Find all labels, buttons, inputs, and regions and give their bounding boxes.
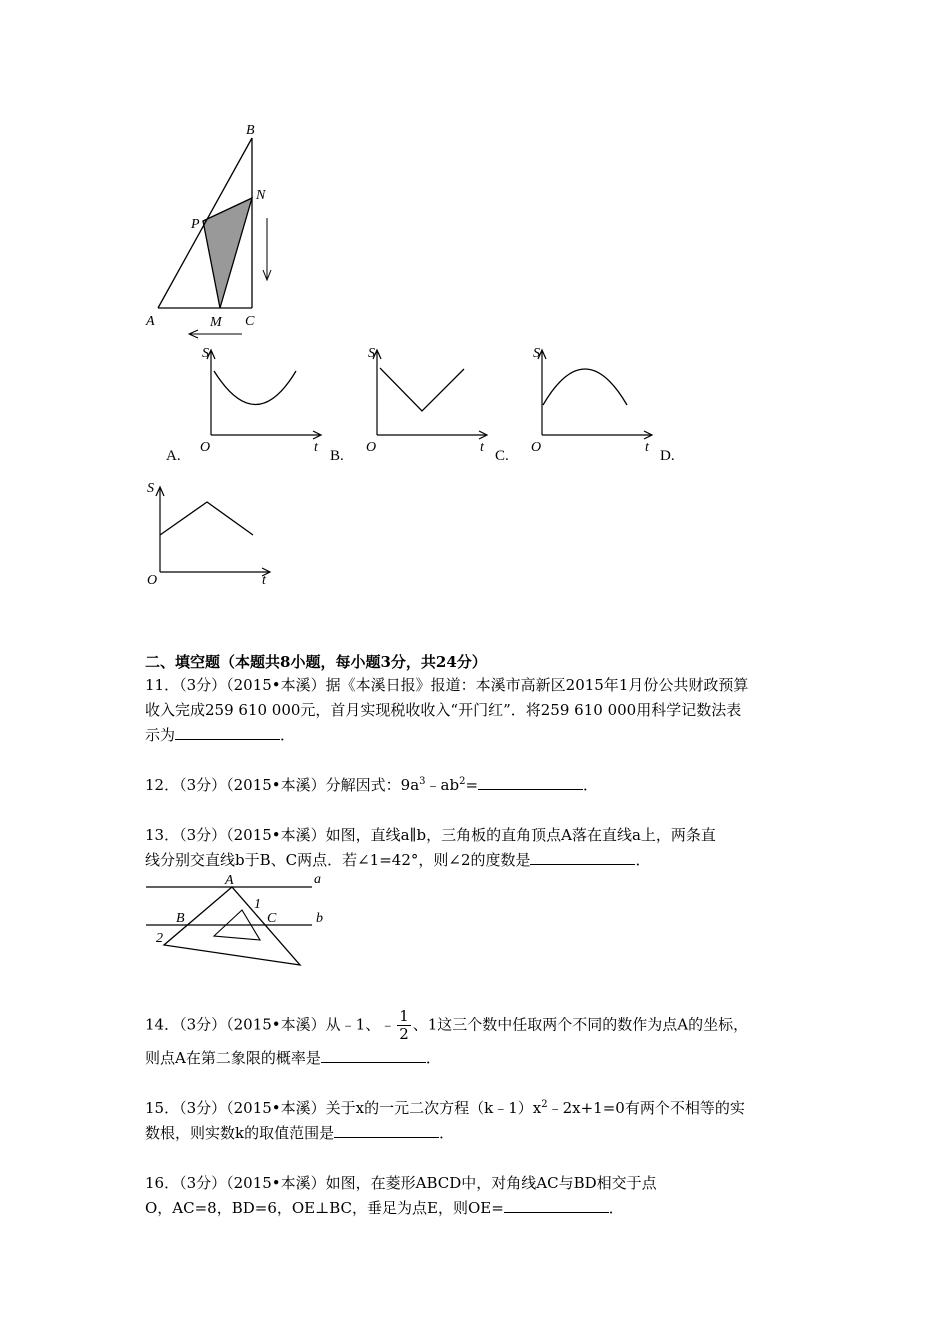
curve-a — [214, 371, 296, 405]
svg-text:t: t — [314, 440, 318, 455]
svg-text:1: 1 — [254, 897, 261, 912]
svg-text:t: t — [645, 440, 649, 455]
q16-line2: O，AC=8，BD=6，OE⊥BC，垂足为点E，则OE= ． — [145, 1199, 624, 1217]
option-b-label: B. — [330, 448, 344, 464]
option-d-label: D. — [660, 448, 675, 464]
svg-text:B: B — [176, 911, 185, 926]
svg-text:S: S — [202, 346, 209, 361]
q15-line2: 数根，则实数k的取值范围是 ． — [145, 1124, 455, 1142]
option-c-label: C. — [495, 448, 509, 464]
label-p: P — [191, 217, 200, 232]
label-b: B — [246, 123, 255, 138]
q12-answer-blank[interactable] — [478, 775, 583, 790]
q13-answer-blank[interactable] — [530, 850, 635, 865]
label-c: C — [245, 314, 255, 329]
svg-text:O: O — [366, 440, 377, 455]
q16-answer-blank[interactable] — [504, 1198, 609, 1213]
graph-option-a — [196, 343, 326, 455]
q13-line1: 13．（3分）（2015•本溪）如图，直线a∥b，三角板的直角顶点A落在直线a上，两条直 — [145, 826, 716, 844]
q15-line1: 15．（3分）（2015•本溪）关于x的一元二次方程$(k﹣1)x^2﹣2x+1=0$有两个不相等的实 — [145, 1099, 745, 1117]
graph-option-b — [362, 343, 492, 455]
svg-text:A: A — [225, 873, 234, 888]
q12-line: 12．（3分）（2015•本溪）分解因式：$9a^3﹣ab^2=$ ． — [145, 776, 599, 794]
svg-text:O: O — [531, 440, 542, 455]
q11-line1: 11．（3分）（2015•本溪）据《本溪日报》报道：本溪市高新区2015年1月份公共财政预算 — [145, 676, 749, 694]
q11-line2: 收入完成259 610 000元，首月实现税收收入“开门红”．将259 610 000用科学记数法表 — [145, 701, 742, 719]
q14-line1: 14．（3分）（2015•本溪）从﹣1、﹣ $\frac{1}{2}$ 、1这三个数中任取两个不同的数作为点A的坐标， — [145, 1007, 749, 1043]
curve-d — [160, 502, 253, 535]
svg-text:O: O — [147, 573, 158, 588]
svg-text:S: S — [533, 346, 540, 361]
label-m: M — [210, 315, 222, 330]
fraction-one-half: $\frac{1}{2}$ — [399, 1007, 409, 1043]
svg-text:t: t — [480, 440, 484, 455]
svg-text:S: S — [368, 346, 375, 361]
svg-text:O: O — [200, 440, 211, 455]
parallel-lines-figure — [142, 870, 337, 970]
curve-c — [543, 369, 627, 405]
curve-b — [380, 368, 464, 411]
triangle-ruler-outer — [164, 887, 300, 965]
label-a: A — [146, 314, 155, 329]
svg-text:b: b — [316, 911, 323, 926]
section-heading: 二、填空题（本题共8小题，每小题3分，共24分） — [145, 653, 487, 671]
svg-text:a: a — [314, 872, 321, 887]
graph-option-c — [527, 343, 657, 455]
triangle-figure — [140, 118, 280, 348]
q13-line2: 线分别交直线b于B、C两点．若∠1=42°，则∠2的度数是 ． — [145, 851, 651, 869]
option-a-label: A. — [166, 448, 181, 464]
svg-text:2: 2 — [156, 931, 163, 946]
svg-text:C: C — [267, 911, 277, 926]
q16-line1: 16．（3分）（2015•本溪）如图，在菱形ABCD中，对角线AC与BD相交于点 — [145, 1174, 657, 1192]
label-n: N — [256, 188, 266, 203]
q14-answer-blank[interactable] — [321, 1048, 426, 1063]
q15-answer-blank[interactable] — [334, 1123, 439, 1138]
q11-line3: 示为 ． — [145, 726, 296, 744]
q14-line2: 则点A在第二象限的概率是 ． — [145, 1049, 441, 1067]
graph-option-d — [145, 480, 275, 592]
svg-text:S: S — [147, 481, 154, 496]
svg-text:t: t — [262, 573, 266, 588]
q11-answer-blank[interactable] — [175, 725, 280, 740]
